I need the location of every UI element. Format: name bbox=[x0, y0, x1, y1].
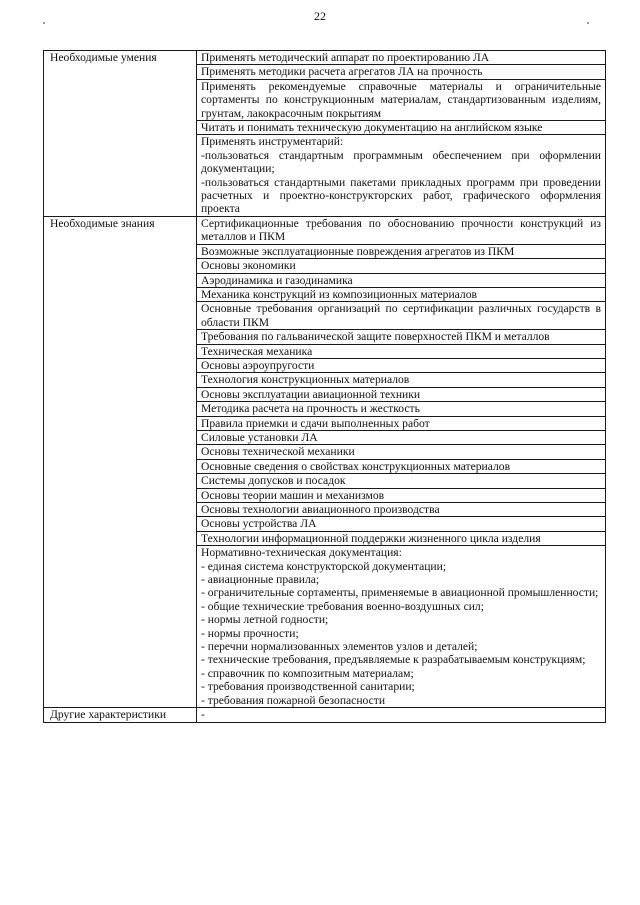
requirement-line: Аэродинамика и газодинамика bbox=[201, 273, 353, 287]
requirement-item bbox=[197, 459, 606, 473]
section-label: Необходимые знания bbox=[44, 216, 197, 707]
requirement-line: Основы аэроупругости bbox=[201, 358, 315, 372]
requirement-line: Нормативно-техническая документация: bbox=[201, 546, 402, 560]
requirement-item bbox=[197, 65, 606, 79]
requirement-line: Основные требования организаций по сертификации различных государств в области ПКМ bbox=[201, 302, 601, 329]
requirement-line: Применять рекомендуемые справочные материалы и ограничительные сортаменты по конструкционным материалам, стандартизованным изделиям, грунтам, лакокрасочным покрытиям bbox=[201, 79, 601, 120]
requirement-item bbox=[197, 302, 606, 330]
table-row bbox=[44, 216, 606, 244]
requirement-line: Применять методический аппарат по проектированию ЛА bbox=[201, 51, 490, 64]
requirement-item bbox=[197, 79, 606, 120]
requirement-line: - технические требования, предъявляемые к разрабатываемым конструкциям; bbox=[201, 653, 586, 667]
requirement-line: - единая система конструкторской документации; bbox=[201, 559, 447, 573]
requirement-line: Технологии информационной поддержки жизненного цикла изделия bbox=[201, 531, 541, 545]
requirement-item bbox=[197, 330, 606, 344]
requirement-item bbox=[197, 402, 606, 416]
scan-speck bbox=[587, 22, 589, 24]
qualification-table bbox=[43, 50, 606, 723]
requirement-line: Сертификационные требования по обоснованию прочности конструкций из металлов и ПКМ bbox=[201, 216, 601, 244]
requirement-line: - требования производственной санитарии; bbox=[201, 680, 415, 694]
section-label: Необходимые умения bbox=[44, 51, 197, 217]
requirement-line: -пользоваться стандартным программным обеспечением при оформлении документации; bbox=[201, 148, 601, 176]
requirement-item bbox=[197, 273, 606, 287]
requirement-line: Методика расчета на прочность и жесткость bbox=[201, 402, 420, 416]
requirement-line: Технология конструкционных материалов bbox=[201, 373, 410, 387]
requirement-item bbox=[197, 216, 606, 244]
requirement-line: Читать и понимать техническую документацию на английском языке bbox=[201, 121, 543, 135]
requirement-line: Основы теории машин и механизмов bbox=[201, 488, 385, 502]
requirement-line: Правила приемки и сдачи выполненных работ bbox=[201, 416, 430, 430]
requirement-item bbox=[197, 517, 606, 531]
requirement-line: - нормы летной годности; bbox=[201, 613, 329, 627]
table-row bbox=[44, 51, 606, 65]
requirement-line: Основы эксплуатации авиационной техники bbox=[201, 387, 421, 401]
scan-speck bbox=[43, 22, 45, 24]
requirement-line: -пользоваться стандартными пакетами прикладных программ при проведении расчетных и проектно-конструкторских работ, графического оформления проекта bbox=[201, 175, 601, 216]
requirement-item bbox=[197, 445, 606, 459]
requirement-item bbox=[197, 546, 606, 708]
requirement-line: Возможные эксплуатационные повреждения агрегатов из ПКМ bbox=[201, 244, 515, 258]
requirement-line: - общие технические требования военно-воздушных сил; bbox=[201, 599, 484, 613]
requirement-item bbox=[197, 344, 606, 358]
requirement-line: Требования по гальванической защите поверхностей ПКМ и металлов bbox=[201, 330, 550, 344]
requirement-line: - нормы прочности; bbox=[201, 626, 299, 640]
page-number: 22 bbox=[314, 9, 326, 23]
requirement-line: Применять инструментарий: bbox=[201, 135, 344, 149]
requirement-line: Техническая механика bbox=[201, 344, 313, 358]
requirement-line: - авиационные правила; bbox=[201, 573, 320, 587]
requirement-line: - справочник по композитным материалам; bbox=[201, 666, 414, 680]
requirement-line: Основы технологии авиационного производства bbox=[201, 503, 440, 516]
requirement-item bbox=[197, 244, 606, 258]
requirement-line: Механика конструкций из композиционных материалов bbox=[201, 287, 477, 301]
requirement-line: Основы экономики bbox=[201, 259, 296, 273]
requirement-item bbox=[197, 387, 606, 401]
requirement-item bbox=[197, 488, 606, 502]
requirement-item bbox=[197, 358, 606, 372]
requirement-item bbox=[197, 416, 606, 430]
requirement-line: - ограничительные сортаменты, применяемые в авиационной промышленности; bbox=[201, 586, 599, 600]
requirement-item bbox=[197, 287, 606, 301]
requirement-line: - требования пожарной безопасности bbox=[201, 693, 386, 707]
table-row bbox=[44, 708, 606, 722]
requirement-item bbox=[197, 474, 606, 488]
requirement-line: Силовые установки ЛА bbox=[201, 430, 318, 444]
requirement-line: - перечни нормализованных элементов узлов и деталей; bbox=[201, 640, 478, 654]
requirement-line: Системы допусков и посадок bbox=[201, 474, 346, 488]
requirement-item bbox=[197, 503, 606, 517]
requirement-item bbox=[197, 259, 606, 273]
requirement-line: Основы технической механики bbox=[201, 445, 355, 459]
section-label: Другие характеристики bbox=[44, 708, 197, 722]
requirement-item bbox=[197, 531, 606, 545]
requirement-item bbox=[197, 51, 606, 65]
requirement-item bbox=[197, 135, 606, 216]
requirement-item bbox=[197, 430, 606, 444]
requirement-line: Основные сведения о свойствах конструкционных материалов bbox=[201, 459, 511, 473]
requirement-line: Основы устройства ЛА bbox=[201, 517, 317, 531]
requirement-item bbox=[197, 373, 606, 387]
requirement-line: Применять методики расчета агрегатов ЛА на прочность bbox=[201, 65, 483, 79]
requirement-item bbox=[197, 708, 606, 722]
requirement-line: - bbox=[201, 708, 205, 722]
requirement-item bbox=[197, 121, 606, 135]
